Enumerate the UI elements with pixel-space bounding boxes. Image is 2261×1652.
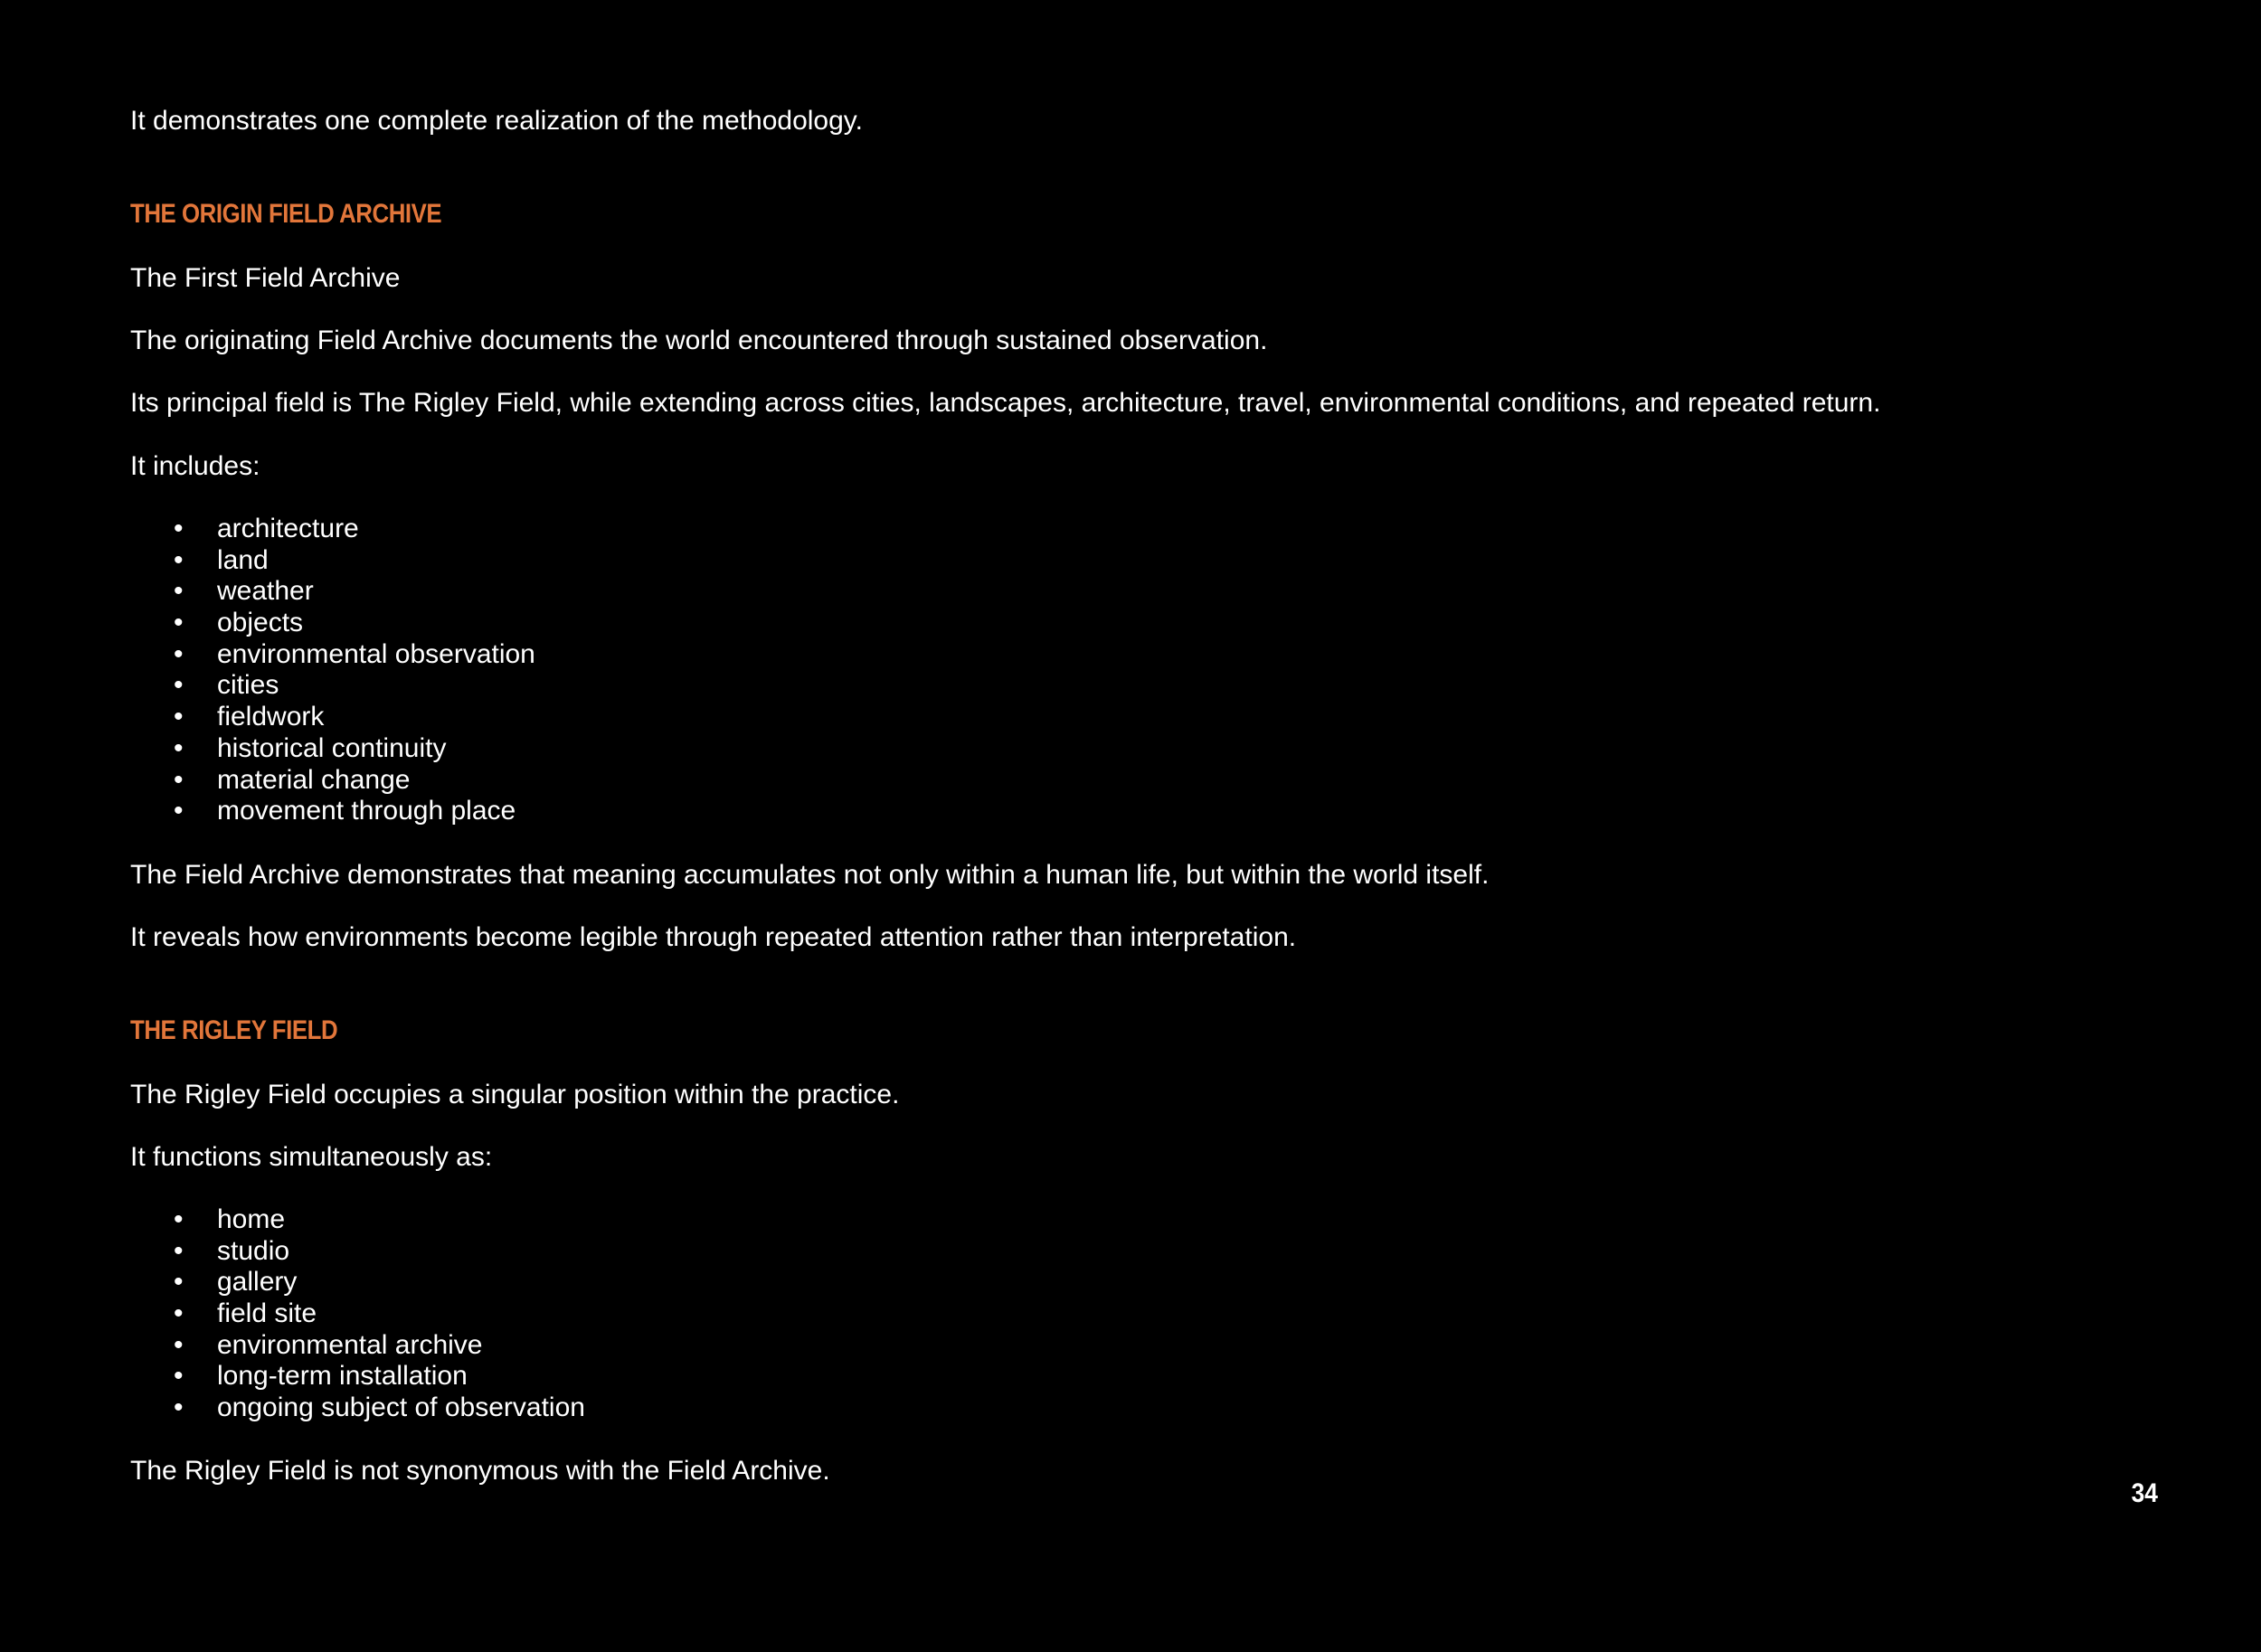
bullet-icon: • [174,670,184,701]
list-item: • material change [174,764,411,795]
rigley-paragraph-2: The Rigley Field is not synonymous with the Field Archive. [130,1456,830,1486]
page-number: 34 [2131,1478,2158,1508]
list-item: • ongoing subject of observation [174,1392,585,1423]
origin-subtitle: The First Field Archive [130,263,401,293]
rigley-paragraph-1: The Rigley Field occupies a singular position within the practice. [130,1080,900,1109]
list-item: • objects [174,608,304,638]
origin-paragraph-3: The Field Archive demonstrates that meaning accumulates not only within a human life, but within the world itself. [130,860,1490,890]
origin-paragraph-4: It reveals how environments become legible through repeated attention rather than interpretation. [130,922,1297,952]
list-item: • home [174,1204,286,1234]
origin-paragraph-1: The originating Field Archive documents the world encountered through sustained observation. [130,326,1268,355]
bullet-icon: • [174,702,184,732]
bullet-icon: • [174,576,184,607]
list-item: • land [174,544,269,575]
list-item: • studio [174,1235,290,1266]
rigley-functions-label: It functions simultaneously as: [130,1142,493,1172]
bullet-icon: • [174,1361,184,1392]
bullet-icon: • [174,1298,184,1329]
list-item: • fieldwork [174,702,325,732]
bullet-icon: • [174,1204,184,1234]
rigley-functions-list [130,1204,585,1424]
list-item: • movement through place [174,796,516,826]
bullet-icon: • [174,544,184,575]
bullet-icon: • [174,1267,184,1298]
bullet-icon: • [174,796,184,826]
bullet-icon: • [174,1392,184,1423]
list-item: • environmental archive [174,1329,483,1360]
bullet-icon: • [174,732,184,763]
origin-includes-list [130,514,535,827]
origin-section-heading: THE ORIGIN FIELD ARCHIVE [130,199,442,229]
list-item: • field site [174,1298,317,1329]
list-item: • gallery [174,1267,298,1298]
list-item: • architecture [174,514,359,543]
origin-includes-label: It includes: [130,451,260,481]
list-item: • cities [174,670,279,701]
bullet-icon: • [174,1235,184,1266]
intro-paragraph: It demonstrates one complete realization of the methodology. [130,106,863,136]
bullet-icon: • [174,1329,184,1360]
origin-paragraph-2: Its principal field is The Rigley Field, while extending across cities, landscapes, architecture, travel, environmental conditions, and repeated return. [130,388,1881,418]
bullet-icon: • [174,608,184,638]
bullet-icon: • [174,638,184,669]
bullet-icon: • [174,764,184,795]
list-item: • long-term installation [174,1361,468,1392]
list-item: • environmental observation [174,638,535,669]
list-item: • historical continuity [174,732,447,763]
bullet-icon: • [174,514,184,543]
list-item: • weather [174,576,314,607]
rigley-section-heading: THE RIGLEY FIELD [130,1015,338,1045]
